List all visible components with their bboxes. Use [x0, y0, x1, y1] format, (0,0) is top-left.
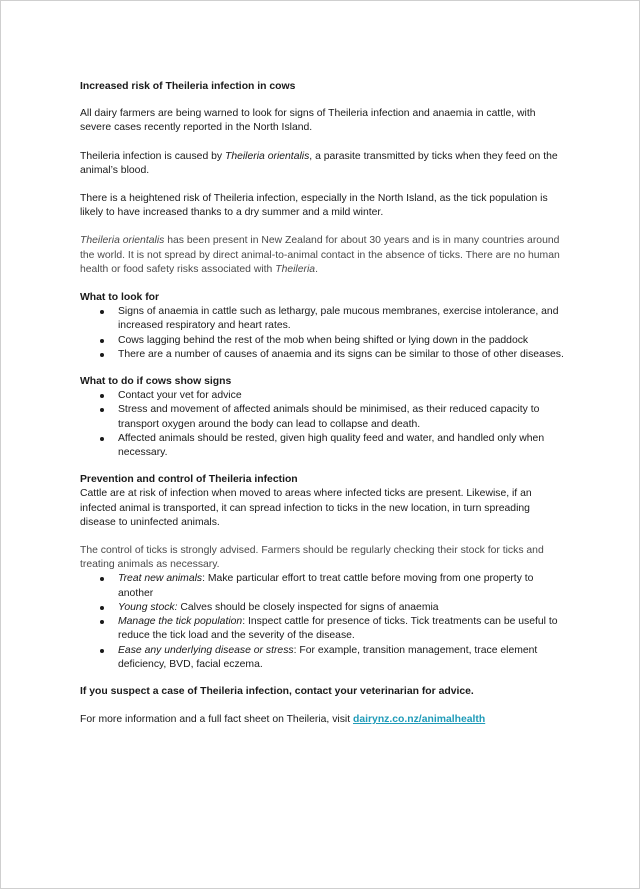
list-item: There are a number of causes of anaemia and its signs can be similar to those of other diseases. — [118, 348, 566, 362]
section-heading-prevention: Prevention and control of Theileria infection — [80, 474, 298, 486]
genus-name: Theileria — [275, 263, 316, 275]
list-item: Cows lagging behind the rest of the mob when being shifted or lying down in the paddock — [118, 334, 566, 348]
section-heading-look-for: What to look for — [80, 292, 160, 304]
document-body — [80, 80, 566, 727]
prevention-list — [80, 572, 566, 671]
prevention-paragraph: Cattle are at risk of infection when moved to areas where infected ticks are present. Likewise, if an infected animal is transported, it can spread infection to ticks in the new location, in turn spreading disease to uninfected animals. — [80, 488, 532, 528]
look-for-list — [80, 305, 566, 362]
item-separator: : — [242, 616, 248, 628]
species-name-2: Theileria orientalis — [80, 235, 165, 247]
cause-text-start: Theileria infection is caused by — [80, 150, 225, 162]
document-title: Increased risk of Theileria infection in cows — [80, 81, 296, 92]
item-text: Calves should be closely inspected for signs of anaemia — [180, 601, 439, 613]
background-text: has been present in New Zealand for about 30 years and is in many countries around the world. It is not spread by direct animal-to-animal contact in the absence of ticks. There are no human health or food safety risks associated with — [80, 235, 560, 275]
list-item — [118, 601, 566, 615]
dairynz-link[interactable]: dairynz.co.nz/animalhealth — [352, 714, 486, 726]
more-info-line — [80, 713, 566, 727]
item-label: Ease any underlying disease or stress — [118, 644, 294, 656]
item-label: Treat new animals — [118, 573, 203, 585]
background-paragraph — [80, 234, 566, 277]
risk-paragraph: There is a heightened risk of Theileria infection, especially in the North Island, as the tick population is likely to have increased thanks to a dry summer and a mild winter. — [80, 193, 548, 219]
list-item: Signs of anaemia in cattle such as lethargy, pale mucous membranes, exercise intolerance, and increased respiratory and heart rates. — [118, 305, 566, 333]
section-heading-what-to-do: What to do if cows show signs — [80, 376, 232, 388]
item-text: Make particular effort to treat cattle before moving from one property to another — [118, 573, 534, 599]
more-info-text: For more information and a full fact sheet on Theileria, visit — [80, 714, 353, 726]
item-text: Inspect cattle for presence of ticks. Tick treatments can be useful to reduce the tick load and the severity of the disease. — [118, 616, 558, 642]
closing-statement: If you suspect a case of Theileria infection, contact your veterinarian for advice. — [80, 685, 474, 697]
cause-text-end: , a parasite transmitted by ticks when they feed on the animal’s blood. — [80, 150, 558, 176]
list-item — [118, 644, 566, 672]
item-label: Manage the tick population — [118, 616, 243, 628]
item-label: Young stock: — [118, 601, 178, 613]
intro-paragraph: All dairy farmers are being warned to look for signs of Theileria infection and anaemia in cattle, with severe cases recently reported in the North Island. — [80, 108, 536, 134]
tick-control-paragraph: The control of ticks is strongly advised. Farmers should be regularly checking their stock for ticks and treating animals as necessary. — [80, 545, 544, 571]
species-name: Theileria orientalis — [224, 150, 310, 162]
list-item — [118, 572, 566, 600]
background-end: . — [315, 263, 318, 275]
cause-paragraph — [80, 150, 566, 178]
list-item: Affected animals should be rested, given high quality feed and water, and handled only when necessary. — [118, 432, 566, 460]
what-to-do-list — [80, 389, 566, 460]
item-separator: : — [202, 573, 208, 585]
item-separator: : — [293, 644, 300, 656]
list-item: Contact your vet for advice — [118, 389, 566, 403]
list-item — [118, 615, 566, 643]
list-item: Stress and movement of affected animals should be minimised, as their reduced capacity to transport oxygen around the body can lead to collapse and death. — [118, 403, 566, 431]
item-text: For example, transition management, trace element deficiency, BVD, facial eczema. — [118, 644, 538, 670]
